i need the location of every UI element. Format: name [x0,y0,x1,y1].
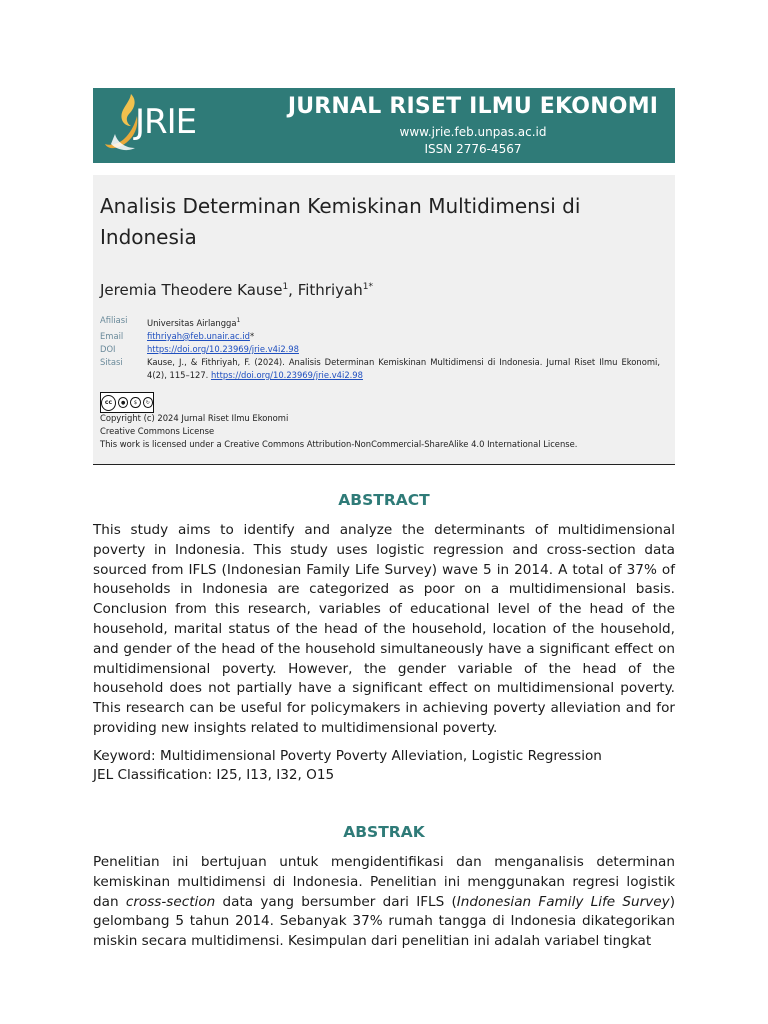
sa-icon: ↻ [143,397,153,408]
author-affiliation-mark: 1* [362,282,373,292]
license-statement-line: This work is licensed under a Creative Commons Attribution-NonCommercial-ShareAlike 4.0 International License. [100,439,578,449]
meta-row-doi [100,343,660,356]
author-name: Jeremia Theodere Kause [100,281,283,299]
doi-value [147,343,660,356]
citation-doi-link[interactable]: https://doi.org/10.23969/jrie.v4i2.98 [211,369,363,380]
author-affiliation-mark: 1 [282,282,289,292]
doi-link[interactable]: https://doi.org/10.23969/jrie.v4i2.98 [147,343,299,354]
license-name-line: Creative Commons License [100,426,215,436]
affiliation-value [147,314,660,330]
copyright-line: Copyright (c) 2024 Jurnal Riset Ilmu Ekonomi [100,413,289,423]
journal-logo [93,88,263,163]
journal-issn: ISSN 2776-4567 [424,142,522,156]
affiliation-text: Universitas Airlangga [147,317,237,328]
affiliation-sup: 1 [236,317,241,324]
jel-classification-line: JEL Classification: I25, I13, I32, O15 [93,767,335,783]
citation-text: Kause, J., & Fithriyah, F. (2024). Analisis Determinan Kemiskinan Multidimensi di Indonesia. Jurnal Riset Ilmu Ekonomi, 4(2), 115–127. [147,356,660,380]
logo-text: JRIE [135,102,197,142]
cc-icon: cc [101,395,116,411]
abstrak-body [93,853,675,952]
meta-row-afiliasi [100,314,660,330]
keywords-line: Keyword: Multidimensional Poverty Poverty Alleviation, Logistic Regression [93,748,602,764]
author-name: Fithriyah [297,281,363,299]
by-icon: ● [118,397,128,408]
journal-url[interactable]: www.jrie.feb.unpas.ac.id [399,125,547,139]
abstrak-text: data yang bersumber dari IFLS ( [215,893,457,910]
meta-label: DOI [100,343,116,354]
creative-commons-badge[interactable] [100,392,154,413]
abstrak-italic-term: Indonesian Family Life Survey [456,893,670,910]
abstrak-text: ) gelombang 5 tahun 2014. Sebanyak 37% rumah tangga di Indonesia dikategorikan miskin secara multidimensi. Kesimpulan dari penelitian ini adalah variabel tingkat [93,893,675,950]
abstract-body: This study aims to identify and analyze the determinants of multidimensional poverty in Indonesia. This study uses logistic regression and cross-section data sourced from IFLS (Indonesian Family Life Survey) wave 5 in 2014. A total of 37% of households in Indonesia are categorized as poor on a multidimensional basis. Conclusion from this research, variables of educational level of the head of the household, marital status of the head of the household, location of the household, and gender of the head of the household simultaneously have a significant effect on multidimensional poverty. However, the gender variable of the head of the household does not partially have a significant effect on multidimensional poverty. This research can be useful for policymakers in achieving poverty alleviation and for providing new insights related to multidimensional poverty. [93,522,675,736]
article-metadata [100,314,660,382]
email-link[interactable]: fithriyah@feb.unair.ac.id [147,330,250,341]
meta-row-sitasi [100,356,660,382]
email-value [147,330,660,343]
meta-row-email [100,330,660,343]
author-separator: , [288,281,298,299]
nc-icon: $ [130,397,140,408]
meta-label: Email [100,330,124,341]
abstrak-italic-term: cross-section [125,893,216,910]
abstrak-heading: ABSTRAK [343,823,425,841]
author-line [100,281,373,299]
email-suffix: * [249,330,255,341]
journal-title: JURNAL RISET ILMU EKONOMI [287,94,659,119]
meta-label: Sitasi [100,356,123,367]
abstrak-text: Penelitian ini bertujuan untuk mengidentifikasi dan menganalisis determinan kemiskinan multidimensi di Indonesia. Penelitian ini menggunakan regresi logistik dan [93,854,675,910]
meta-label: Afiliasi [100,315,128,325]
article-info-box [93,175,675,465]
citation-value [147,356,660,382]
abstract-heading: ABSTRACT [338,491,430,509]
article-title: Analisis Determinan Kemiskinan Multidimensi di Indonesia [100,194,581,249]
license-text [100,412,670,451]
journal-banner [93,88,675,163]
